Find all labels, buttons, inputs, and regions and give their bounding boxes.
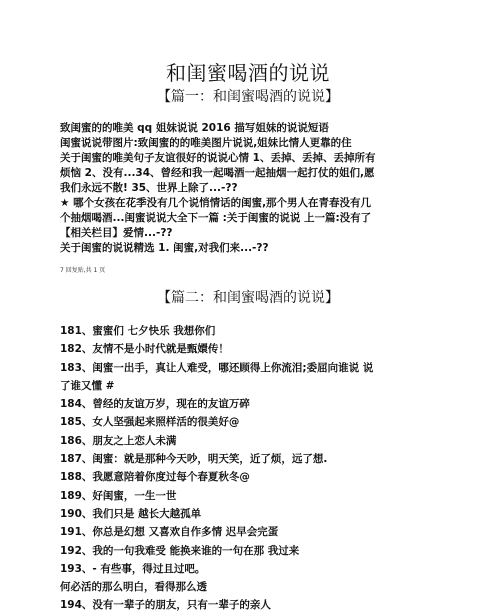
document-title: 和闺蜜喝酒的说说 <box>166 61 330 85</box>
list-item: 187、闺蜜：就是那种今天吵，明天笑，近了烦，远了想. <box>60 453 328 466</box>
list-item: 184、曾经的友谊万岁，现在的友谊万碎 <box>60 398 250 411</box>
related-column-link[interactable]: 【相关栏目】爱情...-?? <box>60 227 173 239</box>
section-2-body <box>60 322 438 615</box>
paragraph-line: ★ 哪个女孩在花季没有几个说悄情话的闺蜜,那个男人在青春没有几 <box>60 197 372 209</box>
list-item: 190、我们只是 越长大越孤单 <box>60 507 202 520</box>
list-item: 188、我愿意陪着你度过每个春夏秋冬@ <box>60 471 250 484</box>
paragraph-line: 个抽烟喝酒...闺蜜说说大全下一篇 :关于闺蜜的说说 上一篇:没有了 <box>60 212 372 224</box>
list-item: 186、朋友之上恋人未满 <box>60 434 177 447</box>
list-item: 182、友情不是小时代就是甄嬛传！ <box>60 343 229 356</box>
list-item: 181、蜜蜜们 七夕快乐 我想你们 <box>60 325 216 337</box>
paragraph-line: 关于闺蜜的说说精选 1. 闺蜜,对我们来...-?? <box>60 242 269 254</box>
list-item: 193、- 有些事，得过且过吧。 <box>60 562 206 575</box>
list-item: 了谁又懂 # <box>60 379 115 392</box>
paragraph-line: 闺蜜说说带图片:致闺蜜的的唯美图片说说,姐妹比情人更靠的住 <box>60 137 352 149</box>
paragraph-line: 我们永远不散! 35、世界上除了...-?? <box>60 182 238 194</box>
reply-count-note: 7 回复贴,共 1 页 <box>60 267 106 274</box>
section-heading-2: 【篇二：和闺蜜喝酒的说说】 <box>157 290 339 306</box>
paragraph-line: 烦恼 2、没有...34、曾经和我一起喝酒一起抽烟一起打仗的姐们,愿 <box>60 167 375 179</box>
list-item: 192、我的一句我难受 能换来谁的一句在那 我过来 <box>60 544 300 557</box>
list-item: 194、没有一辈子的朋友，只有一辈子的亲人 <box>60 599 271 612</box>
list-item: 191、你总是幻想 又喜欢自作多情 迟早会完蛋 <box>60 526 279 539</box>
list-item: 183、闺蜜一出手，真让人难受，哪还顾得上你流泪;委屈向谁说 说 <box>60 361 374 374</box>
paragraph-line: 致闺蜜的的唯美 qq 姐妹说说 2016 描写姐妹的说说短语 <box>60 122 329 134</box>
list-item: 189、好闺蜜，一生一世 <box>60 489 177 502</box>
section-1-body <box>60 121 438 256</box>
list-item: 何必活的那么明白，看得那么透 <box>60 581 207 594</box>
list-item: 185、女人坚强起来照样活的很美好@ <box>60 416 240 429</box>
paragraph-line: 关于闺蜜的唯美句子友谊很好的说说心情 1、丢掉、丢掉、丢掉所有 <box>60 152 376 164</box>
section-heading-1: 【篇一：和闺蜜喝酒的说说】 <box>157 89 339 105</box>
